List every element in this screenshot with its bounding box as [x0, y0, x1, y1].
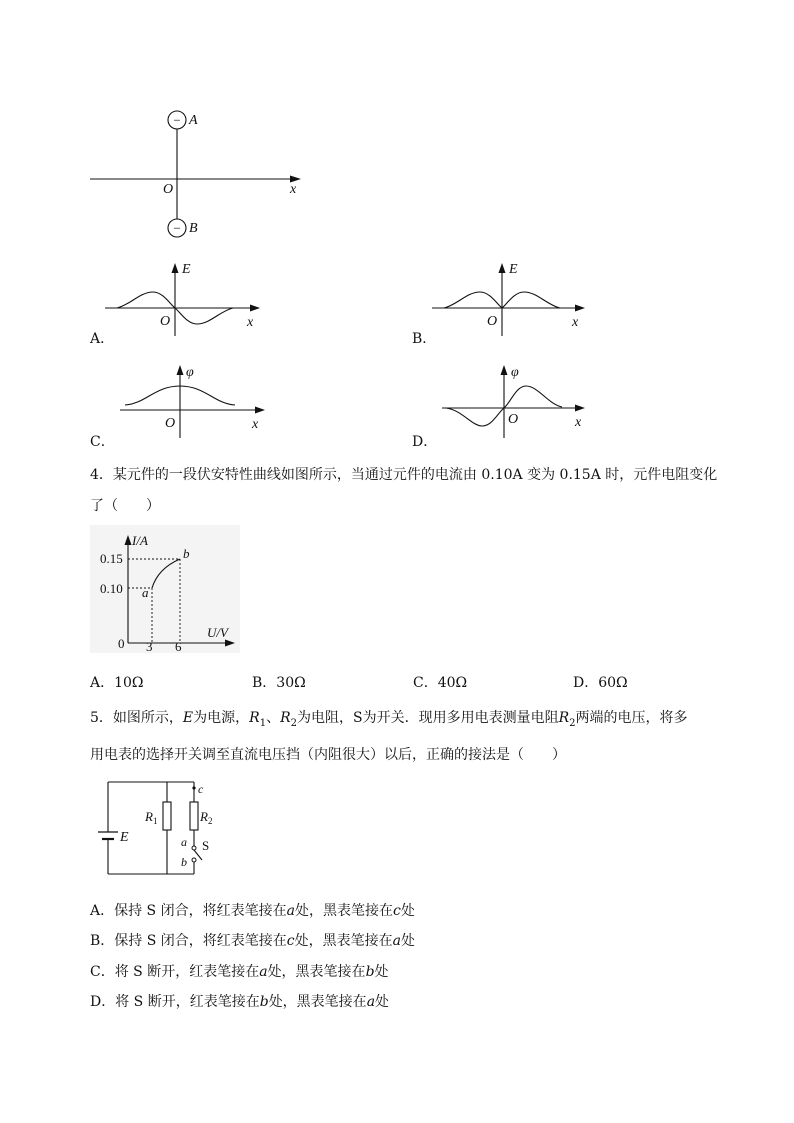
option-a-letter[interactable]: A．: [90, 331, 115, 347]
q4-iu-graph: [90, 525, 245, 655]
q4-stem-line2: 了（ ）: [90, 498, 160, 514]
svg-text:O: O: [508, 412, 519, 427]
svg-text:O: O: [160, 314, 171, 329]
node-b: [192, 858, 196, 862]
svg-text:E: E: [182, 262, 191, 277]
label-b: B: [189, 221, 198, 236]
q4-option-d[interactable]: D．60Ω: [573, 675, 628, 691]
q5-label-b: b: [181, 855, 187, 869]
x-axis-label: x: [290, 182, 297, 197]
option-b-graph: [432, 258, 592, 338]
q4-xlabel: U/V: [207, 625, 228, 640]
origin-label: O: [163, 182, 174, 197]
q5-label-c: c: [198, 782, 204, 796]
q4-point-a: a: [142, 585, 149, 600]
q4-option-c[interactable]: C．40Ω: [413, 675, 468, 691]
q4-stem-line1: 4．某元件的一段伏安特性曲线如图所示，当通过元件的电流由 0.10A 变为 0.15A 时，元件电阻变化: [90, 467, 718, 483]
svg-text:O: O: [487, 314, 498, 329]
svg-text:x: x: [575, 415, 582, 430]
q5-option-a[interactable]: A．保持 S 闭合，将红表笔接在a处，黑表笔接在c处: [90, 903, 415, 919]
resistor-r2: [190, 802, 198, 830]
q4-xtick-6: 6: [175, 639, 182, 654]
q5-label-s: S: [202, 838, 210, 853]
q5-option-d[interactable]: D．将 S 断开，红表笔接在b处，黑表笔接在a处: [90, 994, 390, 1010]
q5-option-c[interactable]: C．将 S 断开，红表笔接在a处，黑表笔接在b处: [90, 964, 389, 980]
q4-option-b[interactable]: B．30Ω: [252, 675, 306, 691]
svg-text:O: O: [165, 416, 176, 431]
q4-point-b: b: [183, 546, 190, 561]
q5-label-a: a: [181, 835, 187, 849]
q4-ylabel: I/A: [132, 533, 148, 548]
svg-text:φ: φ: [186, 365, 194, 380]
svg-text:x: x: [247, 315, 254, 330]
q4-ytick-010: 0.10: [100, 581, 123, 596]
svg-text:E: E: [509, 262, 518, 277]
svg-text:R1: $R_1$: [145, 809, 158, 826]
charge-a-sign: −: [173, 112, 181, 128]
charge-b-sign: −: [173, 220, 181, 236]
q4-xtick-3: 3: [146, 639, 153, 654]
q5-stem-line1: 5．如图所示，E为电源，$R_1$、$R_2$为电阻，S为开关．现用多用电表测量电阻$R_2$两端的电压，将多: [90, 710, 688, 729]
option-a-graph: [105, 258, 270, 338]
svg-text:φ: φ: [511, 365, 519, 380]
svg-text:R2: $R_2$: [200, 809, 213, 826]
q5-label-e: E: [120, 830, 129, 845]
label-a: A: [189, 113, 198, 128]
q5-stem-line2: 用电表的选择开关调至直流电压挡（内阻很大）以后，正确的接法是（ ）: [90, 747, 566, 763]
node-a: [192, 846, 196, 850]
option-b-letter[interactable]: B．: [412, 331, 437, 347]
svg-text:x: x: [572, 315, 579, 330]
svg-text:x: x: [252, 417, 259, 432]
q4-ytick-015: 0.15: [100, 551, 123, 566]
q4-option-a[interactable]: A．10Ω: [90, 675, 144, 691]
option-d-graph: [442, 360, 597, 440]
resistor-r1: [163, 802, 171, 830]
q5-option-b[interactable]: B．保持 S 闭合，将红表笔接在c处，黑表笔接在a处: [90, 933, 415, 949]
q5-circuit: [92, 776, 222, 886]
option-d-letter[interactable]: D．: [412, 434, 438, 450]
charge-figure: [85, 100, 315, 245]
q4-origin: 0: [118, 636, 125, 651]
option-c-graph: [120, 360, 275, 440]
option-c-letter[interactable]: C．: [90, 434, 115, 450]
